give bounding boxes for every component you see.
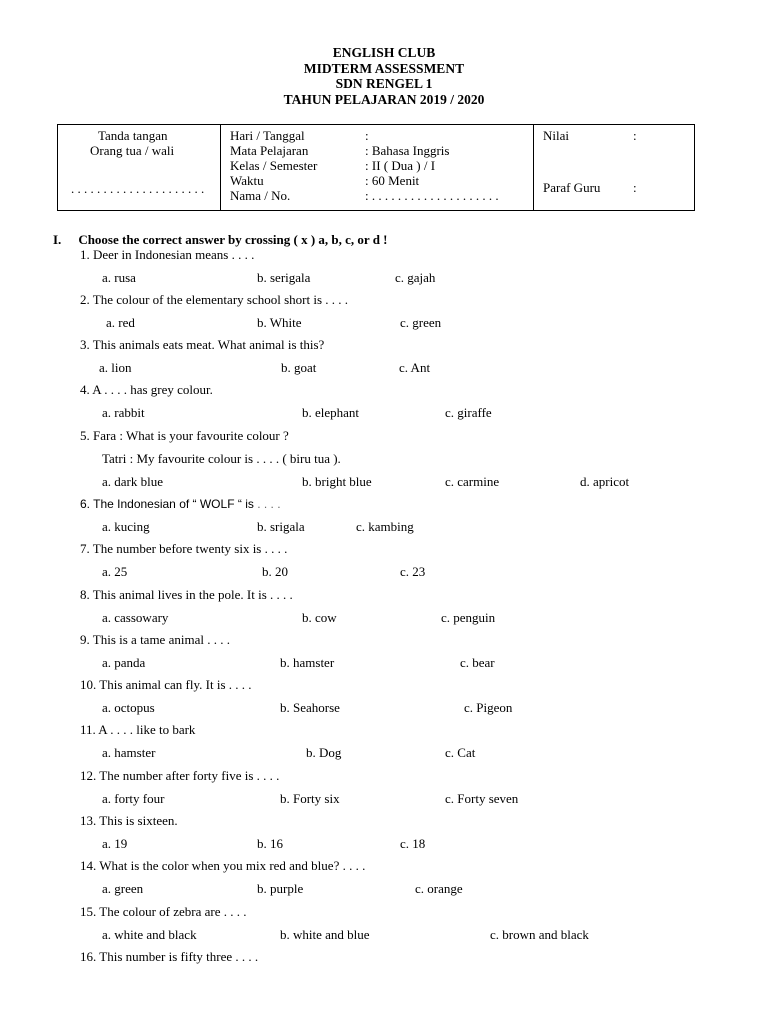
option-a: a. octopus (102, 700, 155, 715)
question-12: 12. The number after forty five is . . . . (80, 768, 280, 783)
field-value-name: : . . . . . . . . . . . . . . . . . . . . (365, 188, 499, 203)
option-c: c. 23 (400, 564, 426, 579)
option-a: a. lion (99, 360, 132, 375)
question-2: 2. The colour of the elementary school short is . . . . (80, 292, 349, 307)
option-b: b. 20 (262, 564, 288, 579)
question-14: 14. What is the color when you mix red and blue? . . . . (80, 858, 366, 873)
field-value-class: : II ( Dua ) / I (365, 158, 436, 173)
option-c: c. bear (460, 655, 495, 670)
option-c: c. Forty seven (445, 791, 519, 806)
teacher-initial-label: Paraf Guru (543, 180, 601, 195)
question-4: 4. A . . . . has grey colour. (80, 382, 213, 397)
option-c: c. 18 (400, 836, 426, 851)
question-9: 9. This is a tame animal . . . . (80, 632, 230, 647)
parent-label: Orang tua / wali (90, 143, 175, 158)
option-b: b. goat (281, 360, 317, 375)
question-5-reply: Tatri : My favourite colour is . . . . ( biru tua ). (102, 451, 341, 466)
option-c: c. Ant (399, 360, 431, 375)
option-a: a. panda (102, 655, 146, 670)
field-label-date: Hari / Tanggal (230, 128, 305, 143)
option-a: a. 25 (102, 564, 128, 579)
option-d: d. apricot (580, 474, 630, 489)
signature-label: Tanda tangan (98, 128, 168, 143)
option-b: b. White (257, 315, 302, 330)
header-school: SDN RENGEL 1 (335, 76, 433, 91)
field-value-subject: : Bahasa Inggris (365, 143, 450, 158)
section-numeral: I. (53, 232, 62, 247)
option-a: a. red (106, 315, 135, 330)
option-b: b. purple (257, 881, 304, 896)
question-7: 7. The number before twenty six is . . . . (80, 541, 288, 556)
field-label-class: Kelas / Semester (230, 158, 318, 173)
option-c: c. giraffe (445, 405, 492, 420)
question-5: 5. Fara : What is your favourite colour ? (80, 428, 289, 443)
parent-signature-cell (58, 125, 221, 210)
option-c: c. penguin (441, 610, 496, 625)
grade-colon: : (633, 128, 637, 143)
option-a: a. rusa (102, 270, 136, 285)
option-a: a. hamster (102, 745, 156, 760)
option-c: c. orange (415, 881, 463, 896)
header-club: ENGLISH CLUB (332, 45, 436, 60)
student-info-box (57, 124, 695, 211)
option-b: b. hamster (280, 655, 335, 670)
question-6-dots: . . . . (253, 497, 281, 511)
option-a: a. white and black (102, 927, 197, 942)
option-a: a. kucing (102, 519, 150, 534)
option-a: a. rabbit (102, 405, 145, 420)
field-label-name: Nama / No. (230, 188, 291, 203)
option-b: b. Seahorse (280, 700, 340, 715)
question-3: 3. This animals eats meat. What animal is this? (80, 337, 325, 352)
option-c: c. green (400, 315, 442, 330)
teacher-initial-colon: : (633, 180, 637, 195)
question-10: 10. This animal can fly. It is . . . . (80, 677, 252, 692)
option-b: b. bright blue (302, 474, 372, 489)
question-6 (80, 496, 281, 512)
option-b: b. cow (302, 610, 337, 625)
header-year: TAHUN PELAJARAN 2019 / 2020 (283, 91, 485, 107)
option-c: c. Pigeon (464, 700, 513, 715)
option-b: b. 16 (257, 836, 283, 851)
option-a: a. dark blue (102, 474, 164, 489)
field-label-time: Waktu (230, 173, 264, 188)
option-a: a. forty four (102, 791, 165, 806)
option-c: c. kambing (356, 519, 414, 534)
question-11: 11. A . . . . like to bark (80, 722, 196, 737)
option-a: a. 19 (102, 836, 128, 851)
option-c: c. gajah (395, 270, 436, 285)
field-value-time: : 60 Menit (365, 173, 420, 188)
section-heading (53, 232, 388, 248)
document-header (0, 45, 768, 107)
section-instruction: Choose the correct answer by crossing ( x ) a, b, c, or d ! (78, 232, 388, 247)
question-1: 1. Deer in Indonesian means . . . . (80, 247, 255, 262)
question-13: 13. This is sixteen. (80, 813, 178, 828)
question-8: 8. This animal lives in the pole. It is . . . . (80, 587, 293, 602)
option-a: a. cassowary (102, 610, 169, 625)
field-value-date: : (365, 128, 369, 143)
option-c: c. brown and black (490, 927, 589, 942)
option-b: b. elephant (302, 405, 360, 420)
option-b: b. Forty six (280, 791, 340, 806)
option-c: c. Cat (445, 745, 476, 760)
field-label-subject: Mata Pelajaran (230, 143, 309, 158)
grade-label: Nilai (543, 128, 569, 143)
option-c: c. carmine (445, 474, 500, 489)
student-details-cell (220, 125, 534, 210)
option-b: b. Dog (306, 745, 342, 760)
option-b: b. srigala (257, 519, 305, 534)
option-a: a. green (102, 881, 144, 896)
question-16: 16. This number is fifty three . . . . (80, 949, 259, 964)
option-b: b. serigala (257, 270, 311, 285)
grade-cell (533, 125, 694, 210)
header-assessment: MIDTERM ASSESSMENT (303, 60, 465, 76)
option-b: b. white and blue (280, 927, 370, 942)
question-6-text: 6. The Indonesian of “ WOLF “ is (80, 497, 254, 511)
question-15: 15. The colour of zebra are . . . . (80, 904, 247, 919)
signature-line: . . . . . . . . . . . . . . . . . . . . . (71, 181, 205, 196)
